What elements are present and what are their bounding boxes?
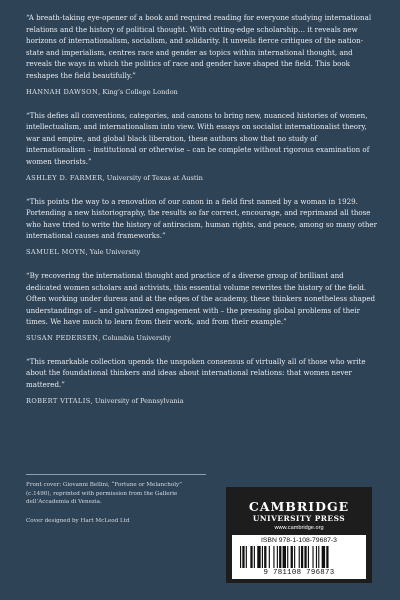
quote-text: “By recovering the international thought and practice of a diverse group of brilliant and dedicated women scholars and activists, this essential volume rewrites the history of the field. Often working under duress and at the edges of the academy, these thinkers nonetheless shaped understandings of – and galvanized engagement with – the pressing global problems of their times. We have much to learn from their work, and from their example.” (26, 270, 376, 327)
endorsements (26, 12, 378, 419)
quote-attribution (26, 333, 378, 343)
endorser-affiliation: , Yale University (85, 247, 141, 256)
endorser-affiliation: , Columbia University (98, 333, 171, 342)
publisher-name: CAMBRIDGE (248, 499, 350, 514)
endorser-name: HANNAH DAWSON (26, 87, 99, 96)
credits-divider (26, 474, 206, 475)
barcode-panel (232, 535, 366, 579)
endorser-name: SAMUEL MOYN (26, 247, 86, 256)
endorsement-pedersen (26, 270, 378, 343)
endorser-name: ROBERT VITALIS (26, 396, 91, 405)
quote-attribution (26, 247, 378, 257)
endorser-affiliation: , University of Pennsylvania (90, 396, 184, 405)
endorser-name: SUSAN PEDERSEN (26, 333, 99, 342)
quote-attribution (26, 173, 378, 183)
publisher-block (226, 487, 372, 583)
endorser-affiliation: , King’s College London (98, 87, 178, 96)
endorsement-dawson (26, 12, 378, 97)
quote-text: “This defies all conventions, categories, and canons to bring new, nuanced histories of women, intellectualism, and internationalism into view. With essays on socialist internationalist theory, war and empire, and global black liberation, these authors show that no study of internationalism – institutional or otherwise – can be complete without rigorous examination of women theorists.” (26, 110, 370, 166)
cover-credits (26, 481, 186, 525)
publisher-url: www.cambridge.org (274, 525, 324, 531)
ean-number: 9 781108 796873 (263, 569, 335, 577)
quote-attribution (26, 396, 378, 406)
quote-attribution (26, 87, 378, 97)
quote-text: “This points the way to a renovation of our canon in a field first named by a woman in 1929. Portending a new historiography, the results so far correct, encourage, and reprimand all those who have tried to write the history of antiracism, human rights, and peace, among so many other international causes and frameworks.” (26, 196, 378, 241)
publisher-subtitle: UNIVERSITY PRESS (252, 514, 346, 523)
barcode-icon (240, 546, 358, 568)
endorsement-farmer (26, 110, 378, 183)
cover-art-credit: Front cover: Giovanni Bellini, “Fortune or Melancholy” (c.1490), reprinted with permission from the Gallerie dell’Accademia di Venezia. (26, 482, 183, 506)
cover-designer-credit: Cover designed by Hart McLeod Ltd (26, 517, 130, 524)
endorsement-vitalis (26, 356, 378, 406)
quote-text: “A breath-taking eye-opener of a book and required reading for everyone studying international relations and the history of political thought. With cutting-edge scholarship… it reveals new horizons of internationalism, socialism, and solidarity. It unveils fierce critiques of the nation-state and imperialism, centres race and gender as topics within international thought, and reveals the ways in which the politics of race and gender have shaped the field. This book reshapes the field beautifully.” (26, 13, 372, 80)
endorser-affiliation: , University of Texas at Austin (102, 173, 203, 182)
isbn-label: ISBN 978-1-108-79687-3 (261, 537, 337, 544)
quote-text: “This remarkable collection upends the unspoken consensus of virtually all of those who write about the foundational thinkers and ideas about international relations: that women never mattered.” (26, 356, 366, 390)
endorser-name: ASHLEY D. FARMER (26, 173, 103, 182)
endorsement-moyn (26, 196, 378, 257)
